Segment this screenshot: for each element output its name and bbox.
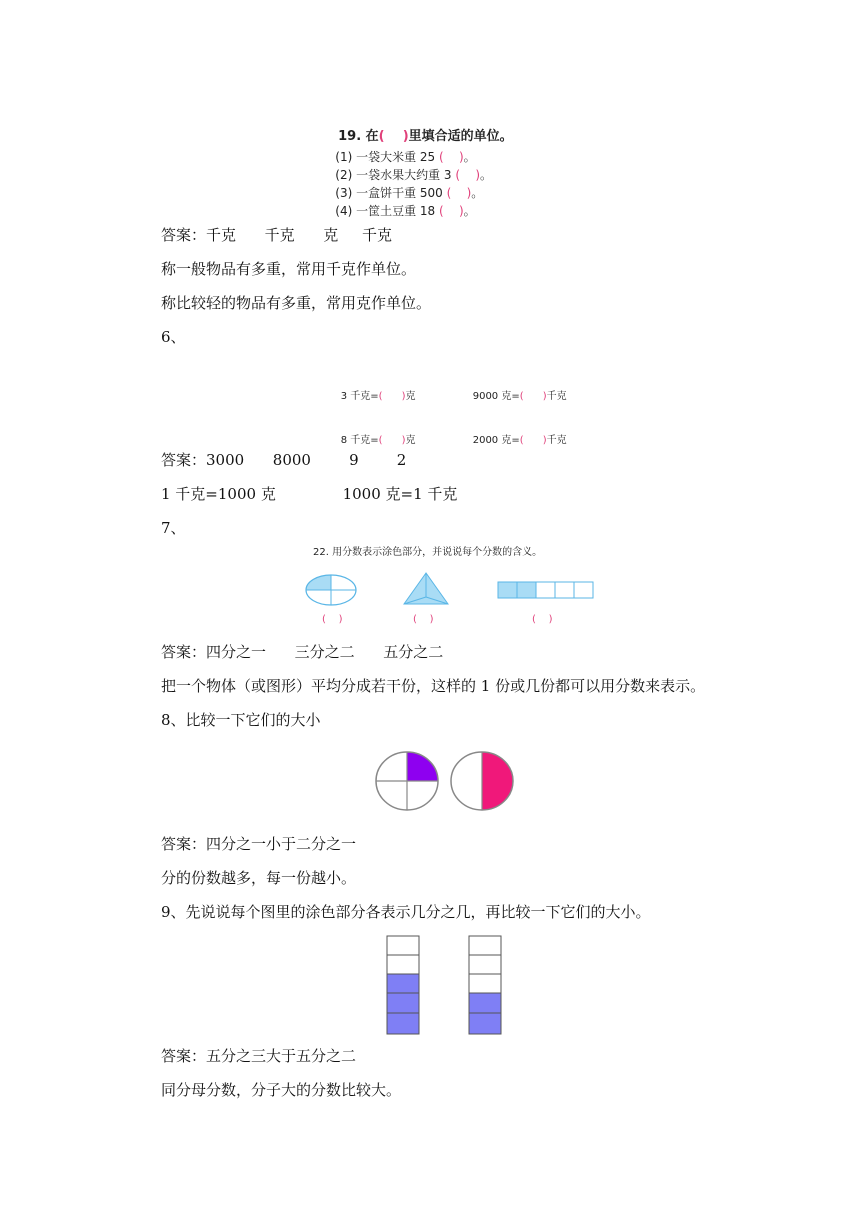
- q7-title: 22. 用分数表示涂色部分，并说说每个分数的含义。: [313, 547, 543, 558]
- q9-bars: [380, 932, 510, 1038]
- q6-conv-4: 2000 克=( )千克: [472, 435, 567, 446]
- q19-item-3: (3) 一盒饼干重 500 ( )。: [335, 186, 484, 200]
- q19-item-4: (4) 一筐土豆重 18 ( )。: [335, 204, 476, 218]
- q6-conv-2: 9000 克=( )千克: [472, 391, 567, 402]
- q7-bar-shape: [498, 582, 593, 598]
- q6-note: 1 千克=1000 克 1000 克=1 千克: [161, 485, 458, 503]
- q19-answer: 答案：千克 千克 克 千克: [161, 226, 393, 244]
- q6-label: 6、: [161, 328, 186, 346]
- q8-note: 分的份数越多，每一份越小。: [161, 869, 357, 887]
- q6-answer: 答案：3000 8000 9 2: [161, 451, 407, 469]
- q8-circle-half: [451, 752, 513, 810]
- q9-answer: 答案：五分之三大于五分之二: [161, 1047, 357, 1065]
- q7-paren-3: ( ): [532, 614, 553, 625]
- q7-paren-2: ( ): [413, 614, 434, 625]
- q7-triangle-shape: [404, 573, 448, 604]
- q8-circles: [370, 748, 520, 814]
- q19-note-2: 称比较轻的物品有多重，常用克作单位。: [161, 294, 432, 312]
- q9-label: 9、先说说每个图里的涂色部分各表示几分之几，再比较一下它们的大小。: [161, 903, 651, 921]
- q19-item-2: (2) 一袋水果大约重 3 ( )。: [335, 168, 493, 182]
- q19-note-1: 称一般物品有多重，常用千克作单位。: [161, 260, 417, 278]
- q7-shapes: [300, 570, 610, 632]
- q6-conv-1: 3 千克=( )克: [340, 391, 416, 402]
- q19-title: 19. 在( )里填合适的单位。: [338, 129, 513, 144]
- q9-note: 同分母分数，分子大的分数比较大。: [161, 1081, 402, 1099]
- q7-paren-1: ( ): [322, 614, 343, 625]
- q7-label: 7、: [161, 519, 186, 537]
- q8-circle-quarter: [376, 752, 438, 810]
- q8-label: 8、比较一下它们的大小: [161, 711, 321, 729]
- q9-bar-three-fifths: [387, 936, 419, 1034]
- q19-figure: [320, 110, 580, 218]
- q19-item-1: (1) 一袋大米重 25 ( )。: [335, 150, 476, 164]
- q6-conv-3: 8 千克=( )克: [340, 435, 416, 446]
- q9-bar-two-fifths: [469, 936, 501, 1034]
- q7-note: 把一个物体（或图形）平均分成若干份，这样的 1 份或几份都可以用分数来表示。: [161, 677, 706, 695]
- q7-circle-shape: [306, 575, 356, 605]
- q6-figure: [328, 376, 588, 446]
- q7-answer: 答案：四分之一 三分之二 五分之二: [161, 643, 444, 661]
- q8-answer: 答案：四分之一小于二分之一: [161, 835, 357, 853]
